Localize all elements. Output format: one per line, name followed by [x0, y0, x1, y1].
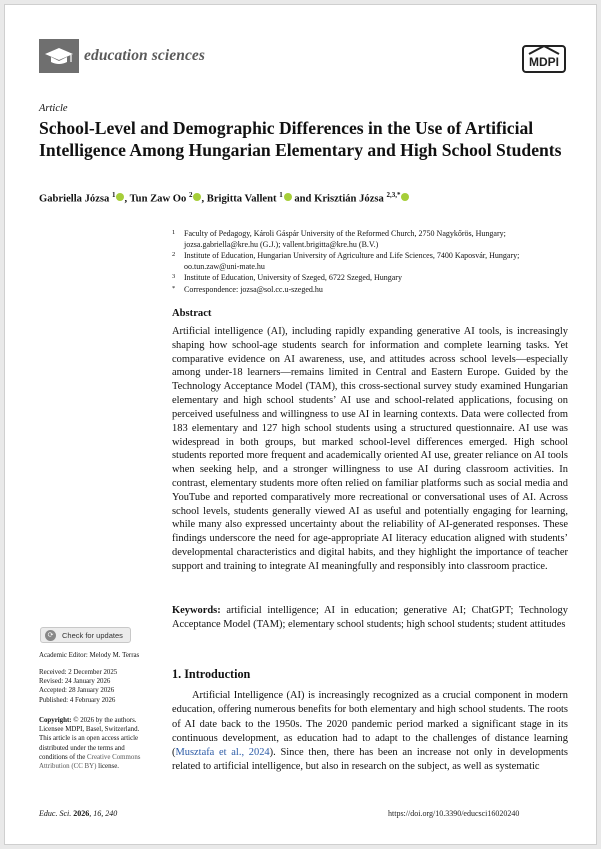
- publisher-logo: [522, 45, 566, 73]
- revised-date: Revised: 24 January 2026: [39, 678, 111, 686]
- document-page: education sciences MDPI Article School-Level and Demographic Differences in the Use of Artificial Intelligence Among Hungarian Elementary and High School Students Gabriella Józsa $^1$ , Tun Zaw Oo $^2$ , Brigitta Vallent $^1$ and Krisztián Józsa $^{2,3,*}$ 1 Faculty of Pedagogy, Károli Gáspár University of the Reformed Church, 2750 Nagykőrös, Hungary; jozsa.gabriella@kre.hu (G.J.); vallent.brigitta@kre.hu (B.V.) 2 Institute of Education, Hungarian University of Agriculture and Life Sciences, 7400 Kaposvár, Hungary; oo.tun.zaw@uni-mate.hu 3 Institute of Education, University of Szeged, 6722 Szeged, Hungary * Correspondence: jozsa@sol.cc.u-szeged.hu Abstract Artificial intelligence (AI), including rapidly expanding generative AI tools, is increasingly shaping how school-age students search for information and complete learning tasks. Yet comparative evidence on AI awareness, use, and attitudes across school levels—especially among under-18 learners—remains limited in Central and Eastern Europe. Guided by the Technology Acceptance Model (TAM), this cross-sectional survey study examined Hungarian elementary and high school students’ AI use and school-related applications, focusing on perceived usefulness and willingness to use AI in learning contexts. Data were collected from 183 elementary and 127 high school students using a structured questionnaire. AI use was widespread in both groups, but marked school-level differences emerged. High school students reported more frequent and academically oriented AI use, greater reliance on AI tools when seeking help, and a stronger willingness to use AI during classroom activities. In contrast, elementary students more often relied on familiar platforms such as social media and YouTube and reported comparatively more recreational or conversational uses of AI. Across school levels, students generally viewed AI as useful and potentially engaging for learning, while many also expressed uncertainty about the reliability of AI-generated responses. These findings underscore the need for age-appropriate AI literacy education aligned with students’ developmental characteristics and digital habits, and they highlight the importance of teacher support and training to integrate AI meaningfully and responsibly into classroom practice. Keywords: artificial intelligence; AI in education; generative AI; ChatGPT; Technology Acceptance Model (TAM); elementary school students; high school students; student attitudes ⟳ Check for updates Academic Editor: Melody M. Terras Received: 2 December 2025 Revised: 24 January 2026 Accepted: 28 January 2026 Published: 4 February 2026 Copyright: © 2026 by the authors. Licensee MDPI, Basel, Switzerland. This article is an open access article distributed under the terms and conditions of the Creative Commons Attribution (CC BY) license. 1. Introduction Artificial Intelligence (AI) is increasingly recognized as a crucial component in modern education, offering numerous benefits for both elementary and high school students. The roots of AI date back to the 1950s. The 2020 pandemic period marked a significant stage in its continuous development, as education had to adapt to the challenges of distance learning (Musztafa et al., 2024). Since then, there has been an increase not only in developments related to artificial intelligence, but also in research on the subject, as well as systematic Educ. Sci. 2026, 16, 240 https://doi.org/10.3390/educsci16020240: [4, 4, 597, 845]
- keywords-label: Keywords:: [172, 605, 221, 616]
- orcid-icon[interactable]: [284, 193, 292, 201]
- section-heading: 1. Introduction: [172, 667, 251, 681]
- author-name[interactable]: Brigitta Vallent: [206, 193, 277, 205]
- publication-dates: [39, 668, 149, 705]
- abstract-heading: Abstract: [172, 308, 212, 319]
- abstract-text: Artificial intelligence (AI), including rapidly expanding generative AI tools, is increasingly shaping how school-age students search for information and complete learning tasks. Yet comparative evidence on AI awareness, use, and attitudes across school levels—especially among under-18 learners—remains limited in Central and Eastern Europe. Guided by the Technology Acceptance Model (TAM), this cross-sectional survey study examined Hungarian elementary and high school students’ AI use and school-related applications, focusing on perceived usefulness and willingness to use AI in learning contexts. Data were collected from 183 elementary and 127 high school students using a structured questionnaire. AI use was widespread in both groups, but marked school-level differences emerged. High school students reported more frequent and academically oriented AI use, greater reliance on AI tools when seeking help, and a stronger willingness to use AI during classroom activities. In contrast, elementary students more often relied on familiar platforms such as social media and YouTube and reported comparatively more recreational or conversational uses of AI. Across school levels, students generally viewed AI as useful and potentially engaging for learning, while many also expressed uncertainty about the reliability of AI-generated responses. These findings underscore the need for age-appropriate AI literacy education aligned with students’ developmental characteristics and digital habits, and they highlight the importance of teacher support and training to integrate AI meaningfully and responsibly into classroom practice.: [172, 326, 568, 572]
- orcid-icon[interactable]: [401, 193, 409, 201]
- graduation-cap-icon: [44, 46, 74, 66]
- author-affiliation-mark: 2: [188, 191, 193, 199]
- accepted-date: Accepted: 28 January 2026: [39, 687, 115, 695]
- footer-doi[interactable]: https://doi.org/10.3390/educsci16020240: [388, 809, 520, 818]
- copyright-notice: Copyright: © 2026 by the authors. Licensee MDPI, Basel, Switzerland. This article is an open access article distributed under the terms and conditions of the Creative Commons Attribution (CC BY) license.: [39, 717, 141, 771]
- author-affiliation-mark: 2,3,*: [386, 191, 401, 199]
- journal-logo: [39, 39, 79, 73]
- author-affiliation-mark: 1: [279, 191, 283, 199]
- author-list: Gabriella Józsa $^1$ , Tun Zaw Oo $^2$ , Brigitta Vallent $^1$ and Krisztián Józsa $^{2,3,*}$: [39, 191, 579, 205]
- refresh-icon: ⟳: [45, 630, 56, 641]
- article-title: School-Level and Demographic Differences in the Use of Artificial Intelligence Among Hungarian Elementary and High School Students: [39, 118, 562, 160]
- received-date: Received: 2 December 2025: [39, 669, 118, 676]
- check-for-updates-button[interactable]: [40, 627, 131, 643]
- article-type: Article: [39, 103, 68, 114]
- citation-link[interactable]: Musztafa et al., 2024: [175, 747, 270, 759]
- mdpi-roof-icon: [527, 45, 561, 55]
- author-name[interactable]: Krisztián Józsa: [314, 193, 384, 205]
- academic-editor: Academic Editor: Melody M. Terras: [39, 652, 140, 659]
- author-name[interactable]: Gabriella Józsa: [39, 193, 110, 205]
- journal-name: education sciences: [84, 47, 206, 64]
- publisher-name: MDPI: [529, 55, 559, 69]
- intro-paragraph: Artificial Intelligence (AI) is increasingly recognized as a crucial component in modern education, offering numerous benefits for both elementary and high school students. The roots of AI date back to the 1950s. The 2020 pandemic period marked a significant stage in its continuous development, as education had to adapt to the challenges of distance learning (Musztafa et al., 2024). Since then, there has been an increase not only in developments related to artificial intelligence, but also in research on the subject, as well as systematic: [172, 690, 568, 773]
- published-date: Published: 4 February 2026: [39, 696, 116, 704]
- author-affiliation-mark: 1: [111, 191, 116, 199]
- check-updates-label: Check for updates: [62, 630, 123, 640]
- keywords-text: artificial intelligence; AI in education; generative AI; ChatGPT; Technology Acceptance Model (TAM); elementary school students; high school students; student attitudes: [172, 605, 568, 630]
- footer-citation: Educ. Sci. 2026, 16, 240: [39, 809, 118, 818]
- cc-license-link[interactable]: Creative Commons Attribution (CC BY): [39, 753, 141, 771]
- author-name[interactable]: Tun Zaw Oo: [129, 193, 187, 205]
- keywords: [172, 604, 568, 632]
